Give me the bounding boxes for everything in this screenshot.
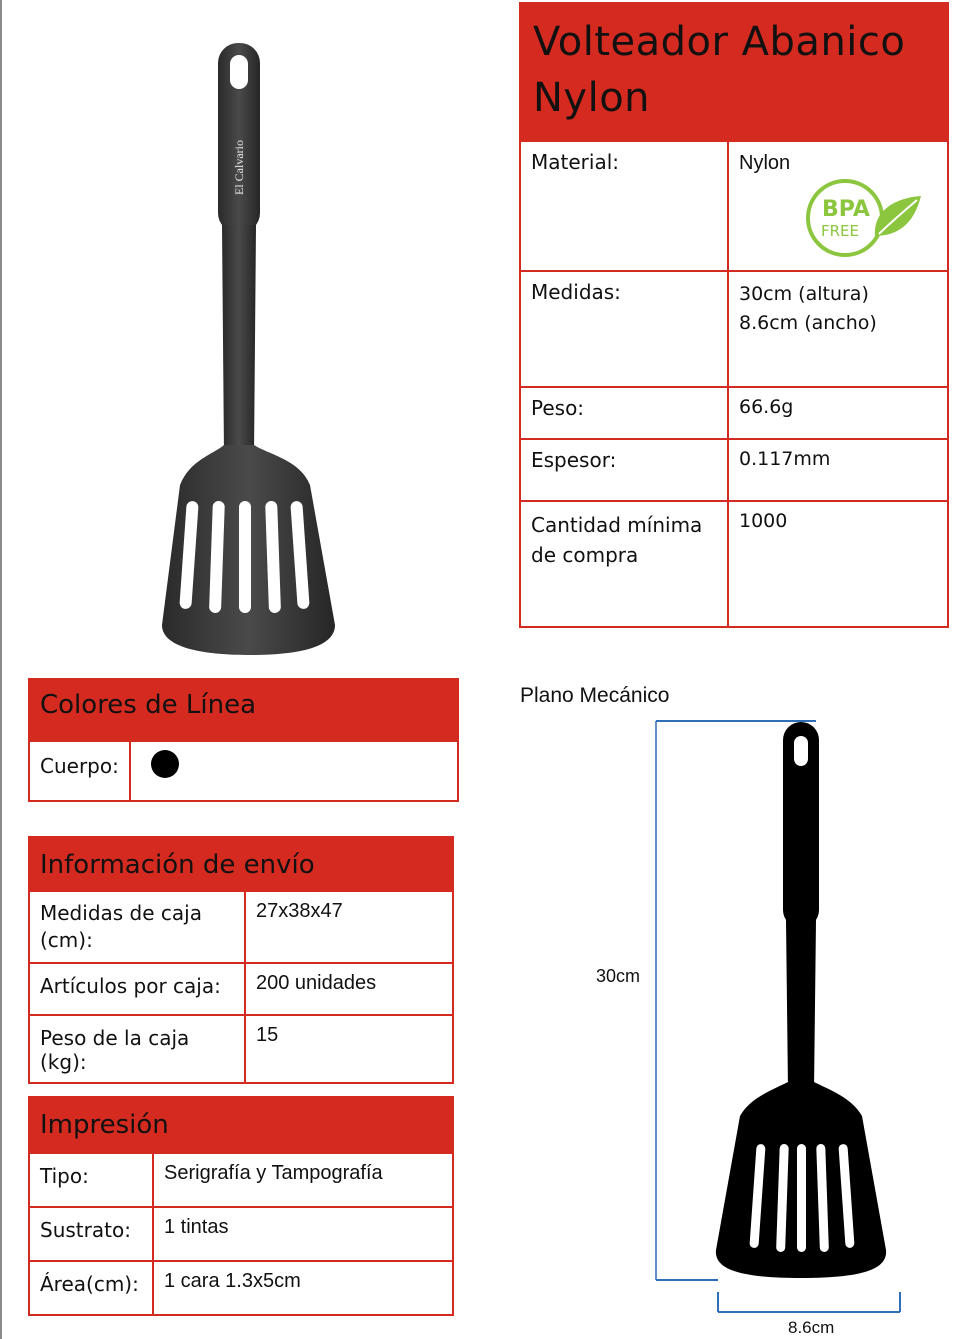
material-value: Nylon (739, 152, 791, 174)
impresion-header (28, 1096, 454, 1154)
tipo-value: Serigrafía y Tampografía (153, 1153, 453, 1207)
caja-medidas-value: 27x38x47 (245, 891, 453, 963)
espesor-label: Espesor: (520, 439, 728, 501)
impresion-title: Impresión (40, 1110, 169, 1140)
caja-peso-value: 15 (245, 1015, 453, 1083)
colores-header (28, 678, 459, 742)
envio-header (28, 836, 454, 892)
cuerpo-label: Cuerpo: (29, 741, 130, 801)
product-title-header (519, 2, 949, 142)
colores-table (28, 740, 459, 802)
peso-label: Peso: (520, 387, 728, 439)
sustrato-label: Sustrato: (29, 1207, 153, 1261)
cantidad-label-line2: de compra (531, 543, 639, 567)
plano-width-label: 8.6cm (788, 1318, 835, 1337)
cantidad-value: 1000 (728, 501, 948, 627)
peso-value: 66.6g (728, 387, 948, 439)
area-label: Área(cm): (29, 1261, 153, 1315)
impresion-table (28, 1152, 454, 1316)
colores-title: Colores de Línea (40, 690, 256, 720)
product-title-line2: Nylon (533, 75, 651, 121)
caja-medidas-label-line1: Medidas de caja (40, 901, 202, 925)
product-photo (150, 35, 350, 665)
spec-table (519, 140, 949, 628)
medidas-value-width: 8.6cm (ancho) (739, 312, 877, 334)
cantidad-label-line1: Cantidad mínima (531, 513, 703, 537)
bpa-free-icon (805, 176, 925, 260)
handle-brand: El Calvario (232, 140, 246, 195)
articulos-label: Artículos por caja: (29, 963, 245, 1015)
tipo-label: Tipo: (29, 1153, 153, 1207)
plano-title: Plano Mecánico (520, 684, 670, 707)
articulos-value: 200 unidades (245, 963, 453, 1015)
area-value: 1 cara 1.3x5cm (153, 1261, 453, 1315)
bpa-text: BPA (822, 197, 870, 222)
free-text: FREE (821, 222, 860, 240)
espesor-value: 0.117mm (728, 439, 948, 501)
page-left-border (0, 0, 2, 1339)
plano-height-label: 30cm (596, 966, 641, 986)
medidas-label: Medidas: (520, 271, 728, 387)
envio-table (28, 890, 454, 1084)
material-label: Material: (520, 141, 728, 271)
color-swatch-black (151, 750, 179, 778)
medidas-value-height: 30cm (altura) (739, 283, 869, 305)
caja-peso-label: Peso de la caja (kg): (29, 1015, 245, 1083)
mechanical-drawing (590, 710, 920, 1339)
caja-medidas-label-line2: (cm): (40, 928, 93, 952)
product-title-line1: Volteador Abanico (533, 19, 906, 65)
sustrato-value: 1 tintas (153, 1207, 453, 1261)
envio-title: Información de envío (40, 850, 315, 880)
